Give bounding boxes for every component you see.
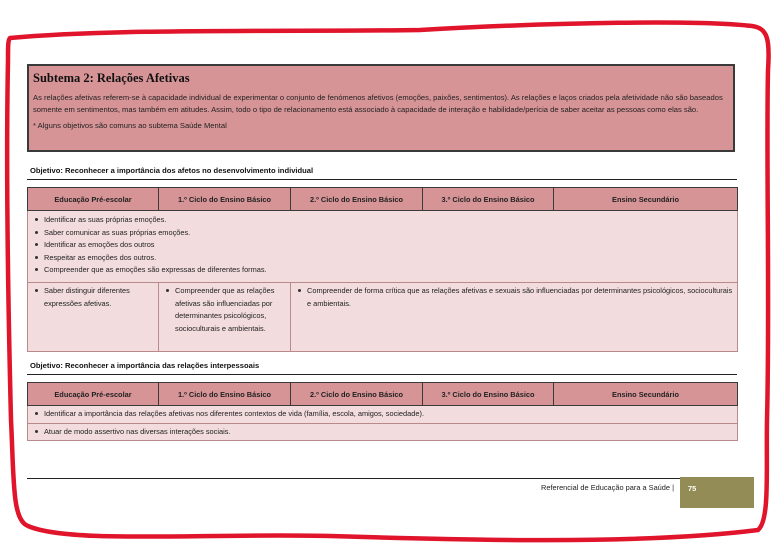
ciclo1-cell (159, 283, 291, 352)
header-1-ciclo: 1.º Ciclo do Ensino Básico (159, 188, 291, 211)
list-item: Identificar as suas próprias emoções. (44, 214, 733, 227)
divider (27, 374, 737, 375)
header-3-ciclo: 3.º Ciclo do Ensino Básico (423, 188, 554, 211)
all-levels-cell (28, 211, 738, 283)
header-pre-escolar: Educação Pré-escolar (28, 188, 159, 211)
subtema-note: * Alguns objetivos são comuns ao subtema Saúde Mental (33, 121, 227, 130)
table-row (28, 423, 738, 441)
header-secundario: Ensino Secundário (554, 383, 738, 406)
list-item: Respeitar as emoções dos outros. (44, 252, 733, 265)
list-item: Saber comunicar as suas próprias emoções. (44, 227, 733, 240)
all-levels-list (32, 214, 733, 277)
objectives-table-1 (27, 187, 738, 352)
header-pre-escolar: Educação Pré-escolar (28, 383, 159, 406)
item-cell (28, 423, 738, 441)
list-item: Identificar as emoções dos outros (44, 239, 733, 252)
upper-levels-cell (291, 283, 738, 352)
list-item: Saber distinguir diferentes expressões afetivas. (44, 285, 154, 310)
subtema-description: As relações afetivas referem-se à capacidade individual de experimentar o conjunto de fenómenos afetivos (emoções, paixões, sentimentos). As relações e laços criados pela afetividade não são baseados somente em sentimentos, mas também em atitudes. Assim, todo o tipo de relacionamento está associado à capacidade de interação e habilidade/perícia de saber aceitar as pessoas como elas são. (33, 93, 723, 114)
list-item: Identificar a importância das relações afetivas nos diferentes contextos de vida (família, escola, amigos, sociedade). (44, 408, 733, 421)
page-number-badge: 75 (680, 477, 754, 508)
list-item: Compreender que as emoções são expressas de diferentes formas. (44, 264, 733, 277)
subtema-box (27, 64, 735, 152)
objectives-table-2 (27, 382, 738, 441)
list-item: Compreender que as relações afetivas são influenciadas por determinantes psicológicos, socioculturais e ambientais. (175, 285, 286, 335)
footer-title: Referencial de Educação para a Saúde | (541, 483, 674, 492)
header-2-ciclo: 2.º Ciclo do Ensino Básico (291, 188, 423, 211)
divider (27, 179, 737, 180)
table-header-row (28, 383, 738, 406)
objective-1: Objetivo: Reconhecer a importância dos afetos no desenvolvimento individual (30, 166, 314, 175)
item-cell (28, 406, 738, 424)
header-1-ciclo: 1.º Ciclo do Ensino Básico (159, 383, 291, 406)
footer-divider (27, 478, 737, 479)
header-secundario: Ensino Secundário (554, 188, 738, 211)
header-2-ciclo: 2.º Ciclo do Ensino Básico (291, 383, 423, 406)
pre-escolar-cell (28, 283, 159, 352)
subtema-title: Subtema 2: Relações Afetivas (33, 71, 190, 85)
list-item: Compreender de forma crítica que as relações afetivas e sexuais são influenciadas por determinantes psicológicos, socioculturais e ambientais. (307, 285, 733, 310)
objective-2: Objetivo: Reconhecer a importância das relações interpessoais (30, 361, 260, 370)
table-header-row (28, 188, 738, 211)
table-row (28, 406, 738, 424)
table-row (28, 211, 738, 283)
header-3-ciclo: 3.º Ciclo do Ensino Básico (423, 383, 554, 406)
list-item: Atuar de modo assertivo nas diversas interações sociais. (44, 426, 733, 439)
table-row (28, 283, 738, 352)
